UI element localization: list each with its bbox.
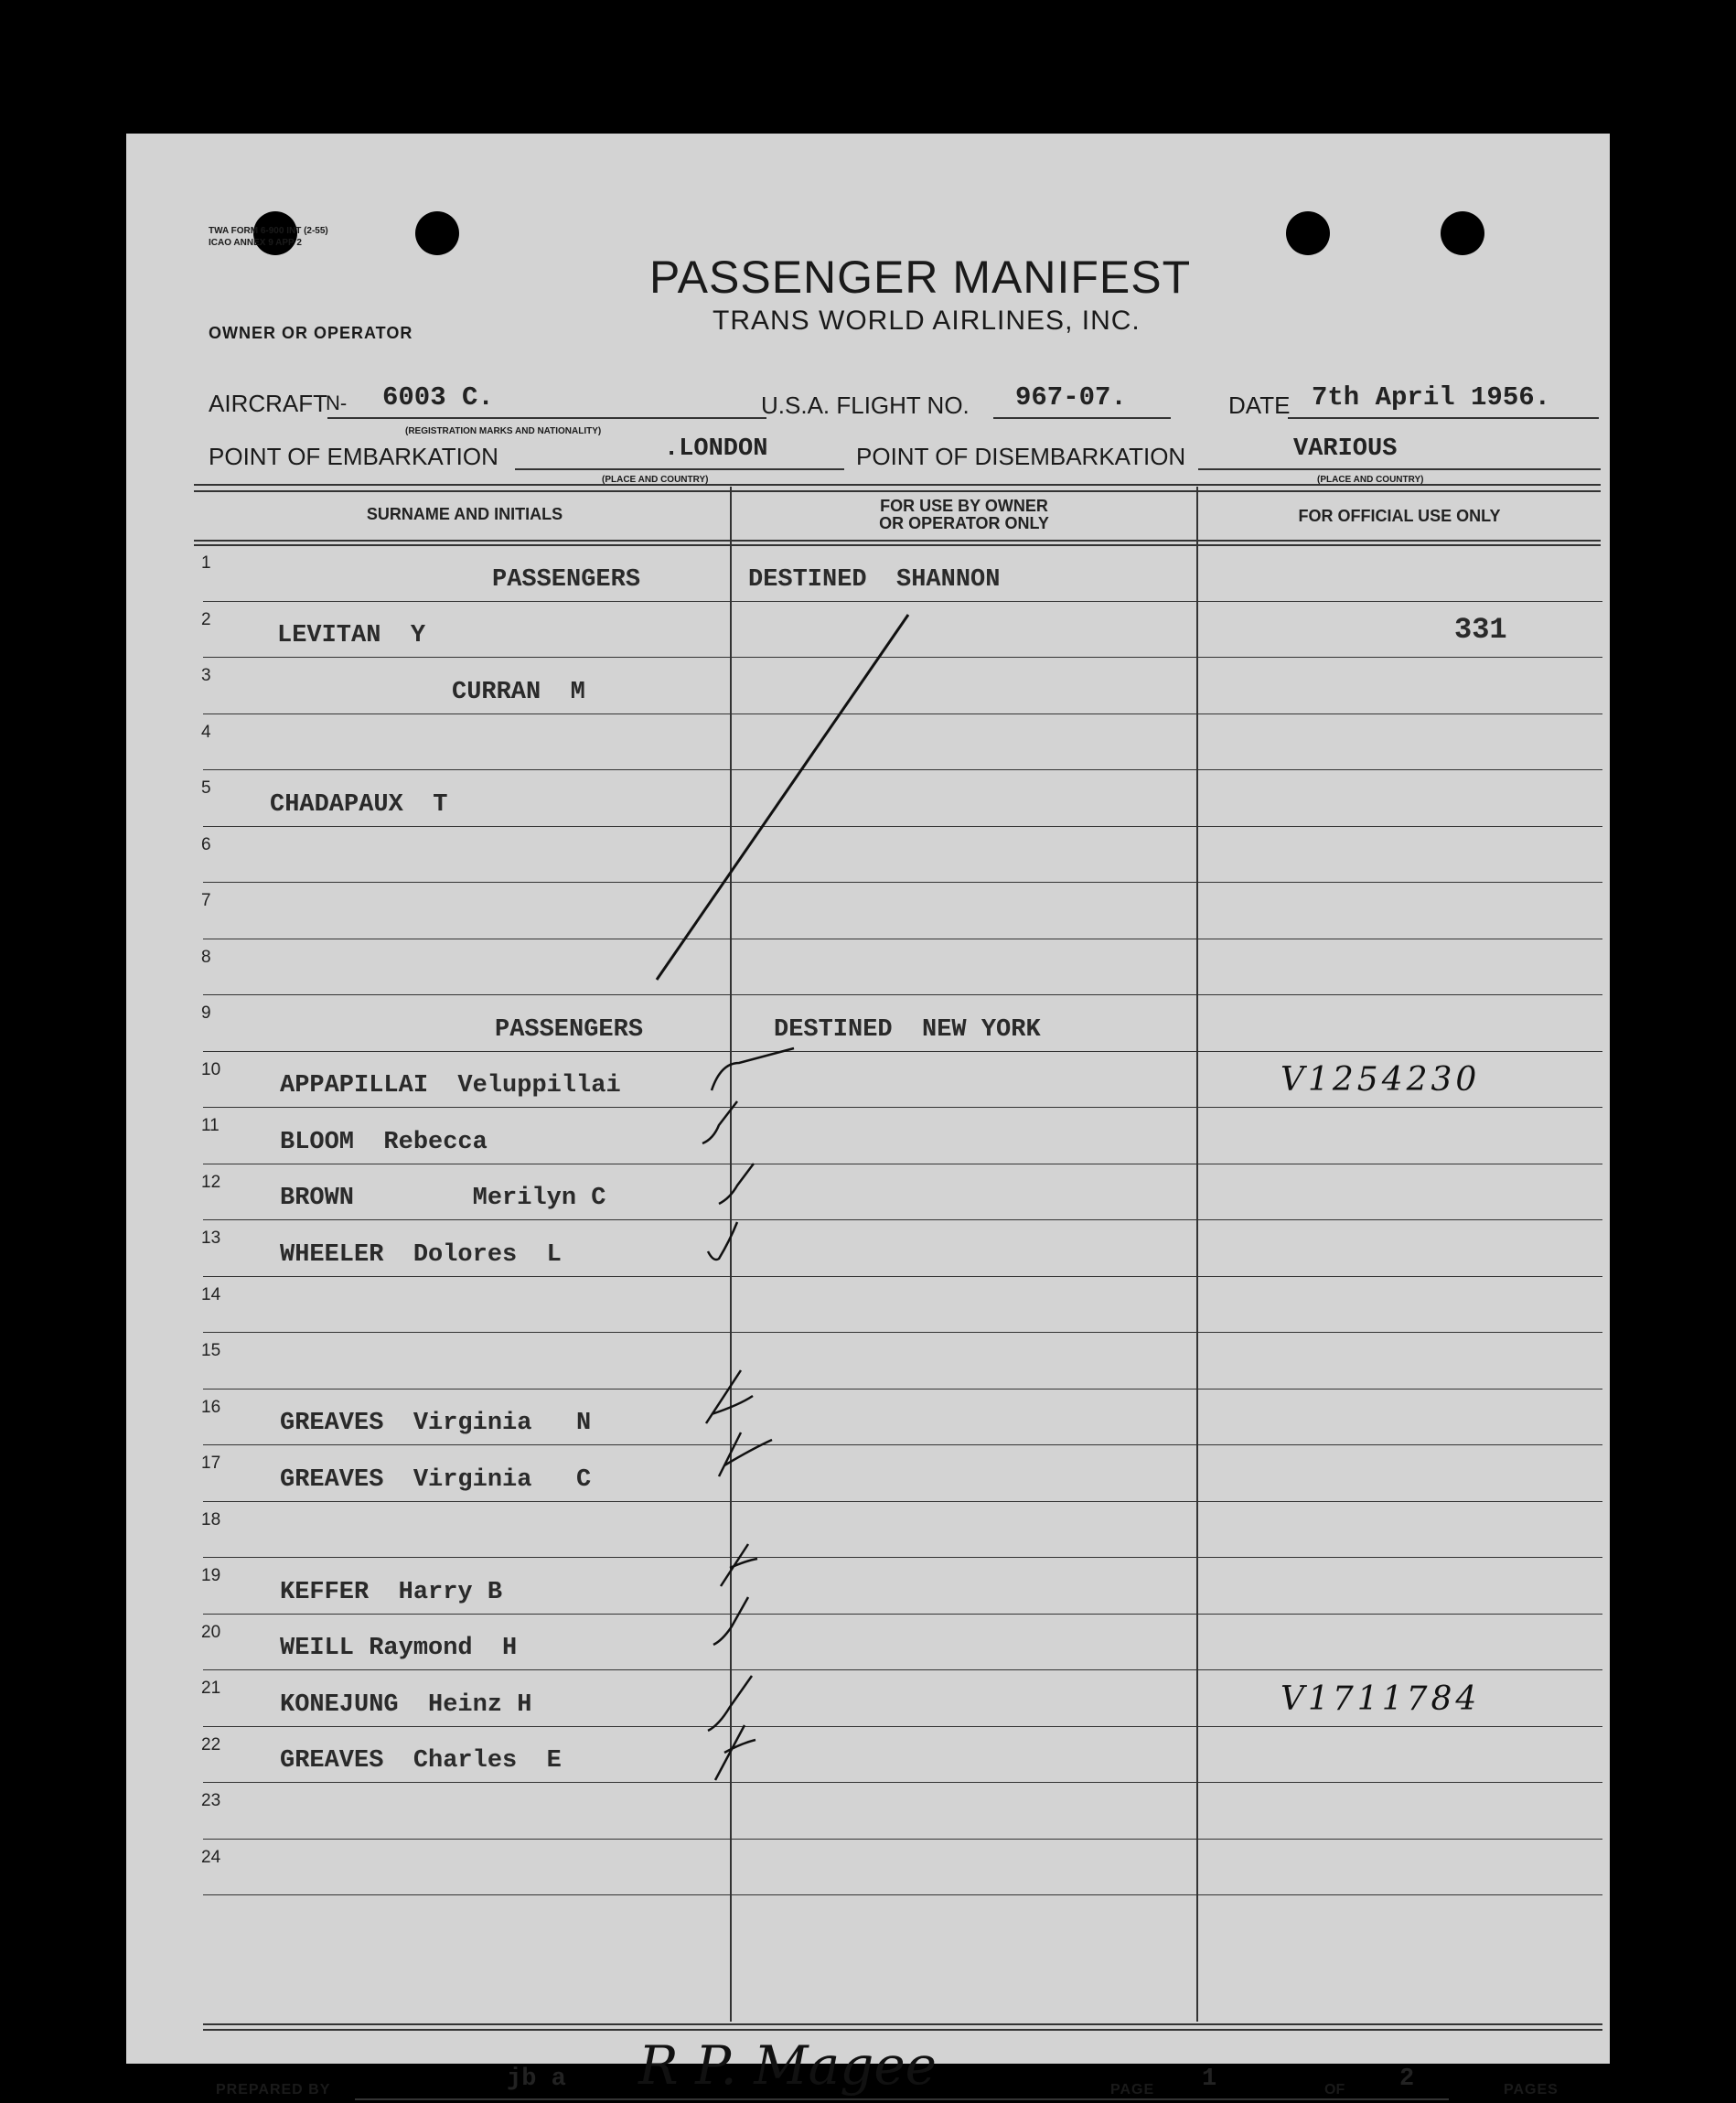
prepared-by-underline [355, 2098, 1196, 2100]
row-number: 16 [201, 1397, 221, 1417]
embarkation-caption: (PLACE AND COUNTRY) [602, 475, 709, 485]
disembarkation-value: VARIOUS [1293, 435, 1398, 463]
date-label: DATE [1228, 392, 1291, 419]
row-number: 1 [201, 553, 211, 573]
row-number: 21 [201, 1679, 221, 1698]
form-ref-line1: TWA FORM 6-900 INT (2-55) [209, 226, 328, 236]
owner-use-line2: OR OPERATOR ONLY [879, 514, 1049, 532]
aircraft-label: AIRCRAFT [209, 390, 327, 417]
row-number: 5 [201, 778, 211, 798]
registration-caption: (REGISTRATION MARKS AND NATIONALITY) [405, 426, 602, 436]
row-number: 9 [201, 1003, 211, 1023]
check-mark [713, 1597, 748, 1645]
row-number: 11 [201, 1116, 220, 1135]
passenger-name: APPAPILLAI Veluppillai [280, 1072, 621, 1100]
official-use-cell: V1254230 [1281, 1061, 1481, 1099]
check-mark [708, 1222, 737, 1260]
aircraft-value: 6003 C. [382, 382, 494, 413]
row-number: 19 [201, 1566, 221, 1585]
cross-out-line [657, 615, 908, 980]
passenger-name: PASSENGERS [495, 1015, 644, 1044]
owner-use-line1: FOR USE BY OWNER [880, 497, 1048, 515]
check-mark [721, 1544, 757, 1586]
page-number: 1 [1202, 2065, 1217, 2093]
row-number: 8 [201, 947, 211, 967]
aircraft-prefix: N- [326, 392, 348, 414]
row-number: 18 [201, 1509, 221, 1529]
row-number: 12 [201, 1172, 221, 1192]
check-mark [708, 1676, 752, 1731]
passenger-name: WEILL Raymond H [280, 1635, 518, 1662]
row-number: 15 [201, 1341, 221, 1360]
handwritten-marks [126, 134, 1610, 2064]
page-total: 2 [1399, 2065, 1415, 2093]
prepared-initials: jb a [507, 2065, 566, 2093]
embarkation-label: POINT OF EMBARKATION [209, 443, 498, 470]
row-number: 7 [201, 891, 211, 910]
passenger-name: GREAVES Charles E [280, 1747, 562, 1775]
row-number: 6 [201, 834, 211, 854]
page-title: PASSENGER MANIFEST [649, 252, 1192, 303]
row-number: 2 [201, 609, 211, 629]
passenger-name: GREAVES Virginia C [280, 1465, 592, 1494]
column-header-official-use: FOR OFFICIAL USE ONLY [1298, 507, 1501, 525]
embarkation-value: .LONDON [664, 435, 768, 463]
airline-name: TRANS WORLD AIRLINES, INC. [713, 306, 1141, 336]
flight-label: U.S.A. FLIGHT NO. [761, 392, 970, 419]
row-number: 3 [201, 666, 211, 685]
of-label: OF [1324, 2082, 1345, 2098]
check-mark [712, 1048, 794, 1090]
owner-use-cell: DESTINED NEW YORK [774, 1015, 1041, 1044]
passenger-name: GREAVES Virginia N [280, 1410, 592, 1437]
row-number: 24 [201, 1847, 221, 1867]
row-number: 4 [201, 722, 211, 742]
check-mark [719, 1432, 772, 1476]
passenger-name: WHEELER Dolores L [280, 1240, 562, 1269]
flight-value: 967-07. [1015, 382, 1127, 413]
row-number: 13 [201, 1229, 221, 1248]
passenger-name: BLOOM Rebecca [280, 1128, 488, 1156]
date-value: 7th April 1956. [1312, 382, 1551, 413]
official-use-cell: 331 [1454, 613, 1507, 647]
manifest-sheet [126, 134, 1610, 2098]
check-mark [702, 1101, 737, 1143]
owner-use-cell: DESTINED SHANNON [748, 565, 1001, 594]
passenger-name: BROWN Merilyn C [280, 1185, 606, 1212]
passenger-name: CHADAPAUX T [270, 790, 448, 819]
page-underline [1169, 2098, 1449, 2100]
check-mark [715, 1725, 755, 1780]
owner-label: OWNER OR OPERATOR [209, 324, 413, 342]
passenger-name: KEFFER Harry B [280, 1578, 503, 1606]
passenger-name: LEVITAN Y [277, 622, 426, 649]
check-mark [706, 1370, 753, 1423]
row-number: 22 [201, 1734, 221, 1754]
disembarkation-label: POINT OF DISEMBARKATION [856, 443, 1186, 470]
page-label: PAGE [1110, 2082, 1155, 2098]
row-number: 20 [201, 1622, 221, 1642]
form-ref-line2: ICAO ANNEX 9 APP 2 [209, 238, 302, 248]
passenger-name: PASSENGERS [492, 565, 641, 594]
row-number: 17 [201, 1454, 221, 1473]
official-use-cell: V1711784 [1281, 1679, 1481, 1718]
check-mark [719, 1164, 754, 1204]
disembarkation-caption: (PLACE AND COUNTRY) [1317, 475, 1424, 485]
prepared-by-label: PREPARED BY [216, 2082, 331, 2098]
row-number: 10 [201, 1059, 221, 1079]
pages-label: PAGES [1504, 2082, 1559, 2098]
preparer-signature: R P. Magee [638, 2034, 937, 2097]
row-number: 14 [201, 1284, 221, 1304]
row-number: 23 [201, 1791, 221, 1810]
passenger-name: KONEJUNG Heinz H [280, 1690, 532, 1719]
passenger-name: CURRAN M [452, 678, 585, 706]
column-header-surname: SURNAME AND INITIALS [366, 505, 563, 523]
